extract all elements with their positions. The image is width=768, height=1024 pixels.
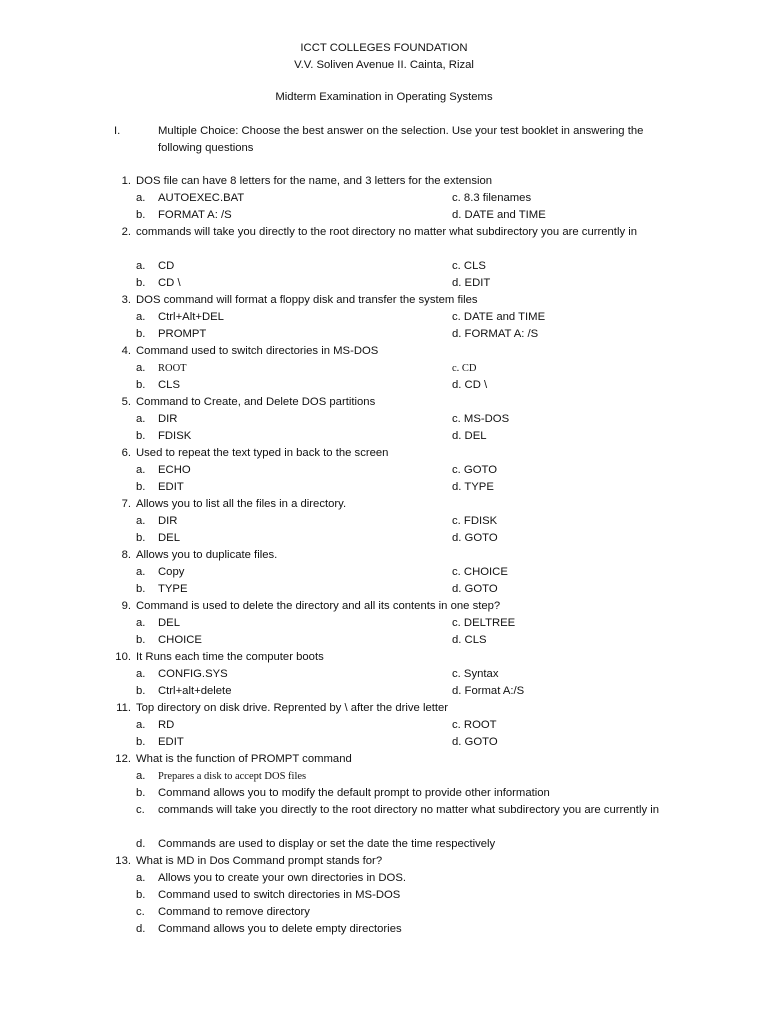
option-row (0, 377, 768, 394)
option-letter: a. (136, 719, 146, 731)
option-a: RD (158, 719, 175, 731)
question-text: Used to repeat the text typed in back to the screen (136, 447, 389, 459)
option-a: Allows you to create your own directories in DOS. (158, 872, 407, 884)
option-a: ROOT (158, 363, 187, 374)
option-letter: b. (136, 209, 146, 221)
question-list (0, 173, 768, 938)
option-letter: b. (136, 889, 146, 901)
question-text: DOS command will format a floppy disk and transfer the system files (136, 294, 478, 306)
option-letter: b. (136, 328, 146, 340)
question-line (0, 649, 768, 666)
question-text: What is the function of PROMPT command (136, 753, 352, 765)
option-row (0, 190, 768, 207)
option-d: d. CD \ (452, 379, 488, 391)
option-letter: b. (136, 583, 146, 595)
option-b: FDISK (158, 430, 192, 442)
option-letter: a. (136, 464, 146, 476)
question-line (0, 700, 768, 717)
question-line (0, 445, 768, 462)
question-item (0, 173, 768, 224)
option-letter: a. (136, 770, 146, 782)
option-c: c. FDISK (452, 515, 498, 527)
option-b: DEL (158, 532, 180, 544)
question-number: 10. (115, 651, 131, 663)
question-number: 2. (121, 226, 131, 238)
option-a: DIR (158, 413, 178, 425)
option-letter: b. (136, 430, 146, 442)
option-row (0, 734, 768, 751)
option-c: commands will take you directly to the root directory no matter what subdirectory you are currently in (158, 804, 660, 816)
option-letter: b. (136, 736, 146, 748)
question-text: Allows you to duplicate files. (136, 549, 278, 561)
question-item (0, 751, 768, 853)
option-letter: b. (136, 277, 146, 289)
option-b: EDIT (158, 481, 184, 493)
option-c: c. ROOT (452, 719, 497, 731)
option-row (0, 428, 768, 445)
option-c: c. 8.3 filenames (452, 192, 532, 204)
option-row (0, 530, 768, 547)
option-row (0, 258, 768, 275)
option-c: c. GOTO (452, 464, 497, 476)
question-line (0, 173, 768, 190)
question-text: What is MD in Dos Command prompt stands for? (136, 855, 383, 867)
option-row (0, 717, 768, 734)
option-row (0, 836, 768, 853)
question-item (0, 445, 768, 496)
question-line (0, 394, 768, 411)
question-text: Allows you to list all the files in a directory. (136, 498, 347, 510)
option-row (0, 513, 768, 530)
option-b: Ctrl+alt+delete (158, 685, 232, 697)
option-a: CONFIG.SYS (158, 668, 228, 680)
option-a: Ctrl+Alt+DEL (158, 311, 224, 323)
question-item (0, 292, 768, 343)
question-text: Command is used to delete the directory and all its contents in one step? (136, 600, 501, 612)
question-text: commands will take you directly to the root directory no matter what subdirectory you are currently in (136, 226, 638, 238)
option-c: c. CHOICE (452, 566, 508, 578)
option-row (0, 666, 768, 683)
option-row (0, 462, 768, 479)
option-row (0, 326, 768, 343)
question-line (0, 343, 768, 360)
option-a: ECHO (158, 464, 191, 476)
option-a: DIR (158, 515, 178, 527)
option-d: d. DEL (452, 430, 487, 442)
option-row (0, 309, 768, 326)
option-b: CLS (158, 379, 180, 391)
option-row (0, 870, 768, 887)
question-item (0, 547, 768, 598)
option-c: c. Syntax (452, 668, 499, 680)
option-row (0, 207, 768, 224)
option-c: c. DELTREE (452, 617, 516, 629)
option-letter: a. (136, 515, 146, 527)
option-d: d. FORMAT A: /S (452, 328, 539, 340)
question-item (0, 224, 768, 292)
option-letter: a. (136, 192, 146, 204)
option-letter: a. (136, 413, 146, 425)
question-number: 13. (115, 855, 131, 867)
question-number: 1. (121, 175, 131, 187)
option-d: d. GOTO (452, 736, 498, 748)
option-c: c. MS-DOS (452, 413, 510, 425)
option-letter: a. (136, 617, 146, 629)
question-number: 3. (121, 294, 131, 306)
question-number: 12. (115, 753, 131, 765)
option-letter: b. (136, 481, 146, 493)
question-number: 5. (121, 396, 131, 408)
question-text: Top directory on disk drive. Reprented by \ after the drive letter (136, 702, 449, 714)
option-b: FORMAT A: /S (158, 209, 232, 221)
question-item (0, 853, 768, 938)
question-number: 8. (121, 549, 131, 561)
option-c: c. CD (452, 363, 477, 374)
option-b: CD \ (158, 277, 181, 289)
question-item (0, 598, 768, 649)
question-number: 6. (121, 447, 131, 459)
option-letter: a. (136, 362, 146, 374)
question-line (0, 224, 768, 258)
question-line (0, 598, 768, 615)
question-text: Command used to switch directories in MS-DOS (136, 345, 379, 357)
option-letter: a. (136, 872, 146, 884)
option-row (0, 785, 768, 802)
option-d: d. Format A:/S (452, 685, 525, 697)
option-d: d. GOTO (452, 583, 498, 595)
option-letter: c. (136, 804, 145, 816)
option-d: d. GOTO (452, 532, 498, 544)
section-instructions-text: Multiple Choice: Choose the best answer on the selection. Use your test booklet in answering the following questions (158, 125, 644, 154)
option-row (0, 411, 768, 428)
option-row (0, 921, 768, 938)
option-d: Commands are used to display or set the date the time respectively (158, 838, 496, 850)
option-a: CD (158, 260, 175, 272)
option-b: Command allows you to modify the default prompt to provide other information (158, 787, 550, 799)
option-a: DEL (158, 617, 180, 629)
question-item (0, 394, 768, 445)
option-b: PROMPT (158, 328, 207, 340)
school-address: V.V. Soliven Avenue II. Cainta, Rizal (294, 59, 474, 71)
option-letter: b. (136, 379, 146, 391)
question-item (0, 343, 768, 394)
question-text: It Runs each time the computer boots (136, 651, 324, 663)
question-item (0, 496, 768, 547)
question-line (0, 751, 768, 768)
option-letter: c. (136, 906, 145, 918)
question-number: 9. (121, 600, 131, 612)
question-line (0, 292, 768, 309)
option-letter: b. (136, 787, 146, 799)
option-row (0, 802, 768, 836)
document-header (0, 40, 768, 74)
option-row (0, 564, 768, 581)
question-item (0, 700, 768, 751)
option-letter: a. (136, 311, 146, 323)
exam-title: Midterm Examination in Operating Systems (275, 91, 493, 103)
option-row (0, 479, 768, 496)
option-letter: a. (136, 668, 146, 680)
option-d: d. CLS (452, 634, 487, 646)
option-letter: b. (136, 532, 146, 544)
option-d: Command allows you to delete empty directories (158, 923, 402, 935)
option-d: d. DATE and TIME (452, 209, 546, 221)
option-b: Command used to switch directories in MS-DOS (158, 889, 401, 901)
question-item (0, 649, 768, 700)
option-a: Copy (158, 566, 185, 578)
option-row (0, 683, 768, 700)
option-a: Prepares a disk to accept DOS files (158, 771, 307, 782)
option-row (0, 632, 768, 649)
option-c: c. DATE and TIME (452, 311, 546, 323)
option-row (0, 768, 768, 785)
option-row (0, 360, 768, 377)
option-c: c. CLS (452, 260, 486, 272)
option-letter: b. (136, 685, 146, 697)
option-row (0, 615, 768, 632)
question-line (0, 853, 768, 870)
section-number: I. (114, 125, 121, 137)
option-c: Command to remove directory (158, 906, 310, 918)
option-row (0, 887, 768, 904)
option-row (0, 581, 768, 598)
option-b: TYPE (158, 583, 188, 595)
option-letter: d. (136, 838, 146, 850)
question-number: 7. (121, 498, 131, 510)
option-a: AUTOEXEC.BAT (158, 192, 245, 204)
question-line (0, 496, 768, 513)
school-name: ICCT COLLEGES FOUNDATION (300, 42, 468, 54)
question-text: Command to Create, and Delete DOS partitions (136, 396, 376, 408)
option-d: d. EDIT (452, 277, 491, 289)
question-number: 4. (121, 345, 131, 357)
option-letter: a. (136, 260, 146, 272)
option-b: CHOICE (158, 634, 202, 646)
option-letter: d. (136, 923, 146, 935)
option-row (0, 904, 768, 921)
question-text: DOS file can have 8 letters for the name, and 3 letters for the extension (136, 175, 493, 187)
option-row (0, 275, 768, 292)
option-b: EDIT (158, 736, 184, 748)
option-letter: b. (136, 634, 146, 646)
option-d: d. TYPE (452, 481, 494, 493)
question-line (0, 547, 768, 564)
option-letter: a. (136, 566, 146, 578)
question-number: 11. (116, 702, 131, 714)
